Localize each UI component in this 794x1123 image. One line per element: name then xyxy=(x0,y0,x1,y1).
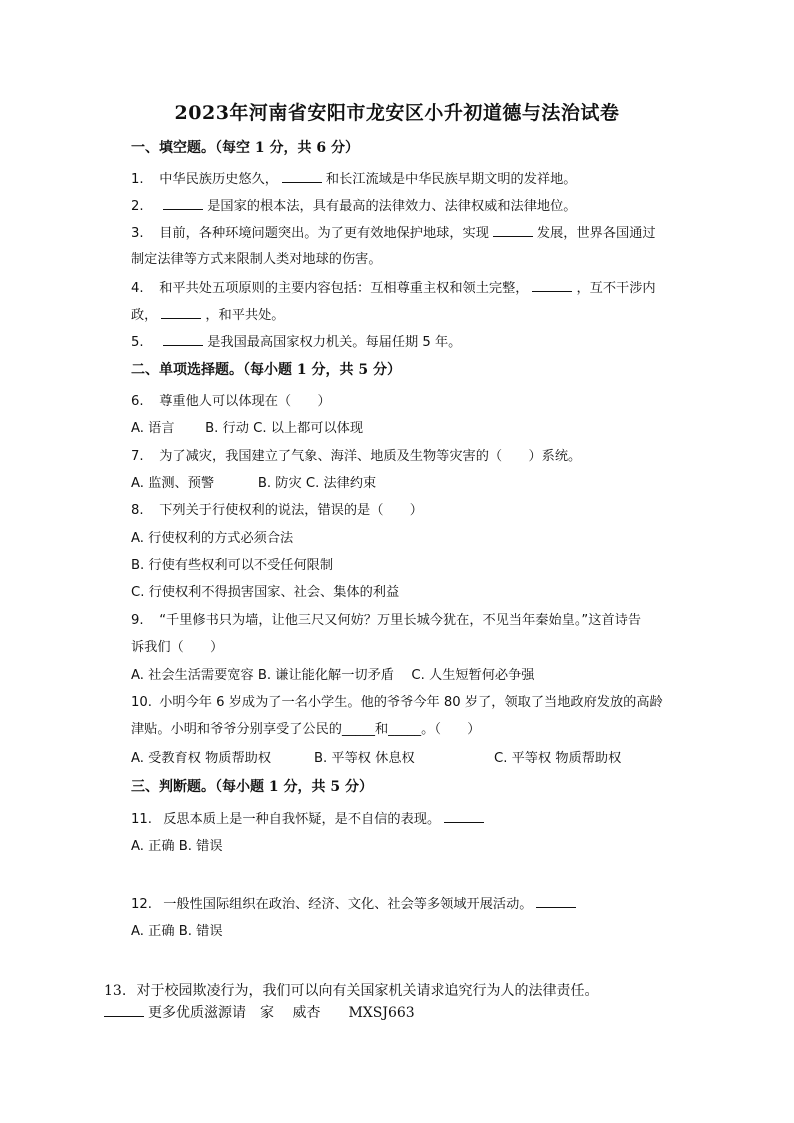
section-true-false: 三、判断题。（每小题 1 分，共 5 分） xyxy=(131,779,373,795)
question-9-cont: 诉我们（ ） xyxy=(131,640,224,655)
answer-blank[interactable] xyxy=(163,197,203,210)
question-number: 9. xyxy=(131,613,144,628)
question-number: 4. xyxy=(131,281,144,296)
question-4: 4. 和平共处五项原则的主要内容包括：互相尊重主权和领土完整， ，互不干涉内 xyxy=(131,281,656,296)
answer-blank[interactable] xyxy=(282,170,322,183)
exam-title: 2023年河南省安阳市龙安区小升初道德与法治试卷 xyxy=(174,102,620,124)
answer-blank[interactable] xyxy=(532,279,572,292)
section-single-choice: 二、单项选择题。（每小题 1 分，共 5 分） xyxy=(131,362,401,378)
question-2: 2. 是国家的根本法，具有最高的法律效力、法律权威和法律地位。 xyxy=(131,199,577,214)
answer-blank[interactable] xyxy=(161,306,201,319)
question-7: 7. 为了减灾，我国建立了气象、海洋、地质及生物等灾害的（ ）系统。 xyxy=(131,449,582,464)
question-13: 13. 对于校园欺凌行为，我们可以向有关国家机关请求追究行为人的法律责任。 xyxy=(104,983,599,999)
option-c: C. 平等权 物质帮助权 xyxy=(494,751,622,766)
question-11: 11. 反思本质上是一种自我怀疑，是不自信的表现。 xyxy=(131,810,488,829)
question-number: 13. xyxy=(104,983,127,999)
question-number: 8. xyxy=(131,503,144,518)
question-4-cont: 政， ，和平共处。 xyxy=(131,308,285,323)
question-number: 5. xyxy=(131,335,144,350)
question-9-options: A. 社会生活需要宽容 B. 谦让能化解一切矛盾 C. 人生短暂何必争强 xyxy=(131,668,535,683)
section-fill-in: 一、填空题。（每空 1 分，共 6 分） xyxy=(131,140,359,156)
answer-blank[interactable] xyxy=(104,1004,144,1017)
question-12: 12. 一般性国际组织在政治、经济、文化、社会等多领域开展活动。 xyxy=(131,895,580,914)
question-6: 6. 尊重他人可以体现在（ ） xyxy=(131,394,331,409)
question-7-options: A. 监测、预警 B. 防灾 C. 法律约束 xyxy=(131,476,377,491)
question-5: 5. 是我国最高国家权力机关。每届任期 5 年。 xyxy=(131,335,462,350)
question-number: 12. xyxy=(131,897,152,912)
question-8-option-b: B. 行使有些权利可以不受任何限制 xyxy=(131,558,334,573)
answer-blank[interactable] xyxy=(493,224,533,237)
question-number: 7. xyxy=(131,449,144,464)
question-10-cont: 津贴。小明和爷爷分别享受了公民的_____和_____。（ ） xyxy=(131,722,481,737)
question-10-options xyxy=(131,750,621,768)
question-number: 6. xyxy=(131,394,144,409)
question-3: 3. 目前，各种环境问题突出。为了更有效地保护地球，实现 发展，世界各国通过 xyxy=(131,226,656,241)
question-number: 3. xyxy=(131,226,144,241)
question-6-options: A. 语言 B. 行动 C. 以上都可以体现 xyxy=(131,421,364,436)
question-3-cont: 制定法律等方式来限制人类对地球的伤害。 xyxy=(131,252,382,267)
question-number: 2. xyxy=(131,199,144,214)
question-number: 11. xyxy=(131,812,152,827)
question-1: 1. 中华民族历史悠久， 和长江流域是中华民族早期文明的发祥地。 xyxy=(131,172,577,187)
answer-blank[interactable] xyxy=(536,895,576,908)
question-number: 10. xyxy=(131,695,152,710)
question-8-option-a: A. 行使权利的方式必须合法 xyxy=(131,531,294,546)
question-13-cont: 更多优质滋源请 家 威杏 MXSJ663 xyxy=(104,1004,415,1022)
question-11-options: A. 正确 B. 错误 xyxy=(131,839,223,854)
option-a: A. 受教育权 物质帮助权 xyxy=(131,751,272,766)
answer-blank[interactable] xyxy=(444,810,484,823)
question-number: 1. xyxy=(131,172,144,187)
question-9: 9. “千里修书只为墙，让他三尺又何妨？万里长城今犹在，不见当年秦始皇。”这首诗告 xyxy=(131,613,642,628)
question-12-options: A. 正确 B. 错误 xyxy=(131,924,223,939)
question-8: 8. 下列关于行使权利的说法，错误的是（ ） xyxy=(131,503,423,518)
option-b: B. 平等权 休息权 xyxy=(314,751,415,766)
question-8-option-c: C. 行使权利不得损害国家、社会、集体的利益 xyxy=(131,585,400,600)
question-10: 10. 小明今年 6 岁成为了一名小学生。他的爷爷今年 80 岁了，领取了当地政府发放的高龄 xyxy=(131,695,663,710)
answer-blank[interactable] xyxy=(163,333,203,346)
